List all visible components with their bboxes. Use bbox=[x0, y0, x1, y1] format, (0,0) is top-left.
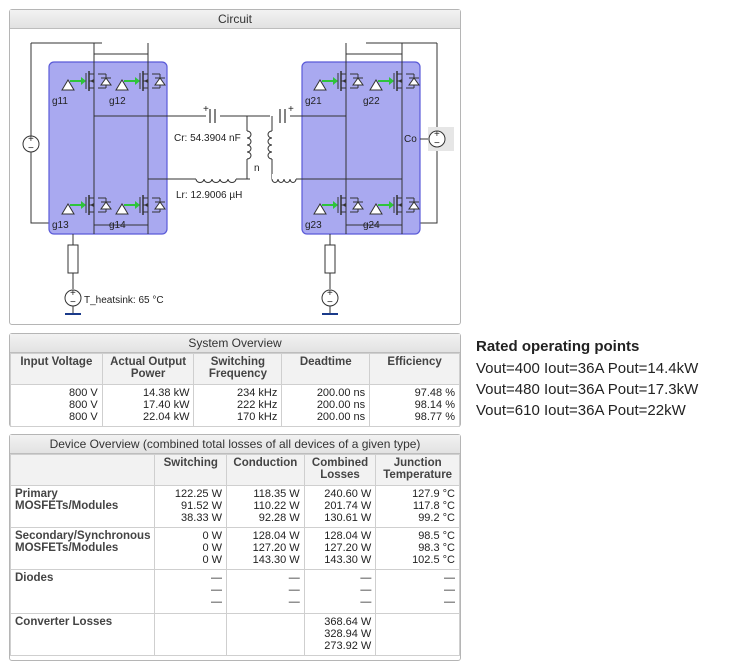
value: 201.74 W bbox=[324, 500, 372, 512]
row-label: Secondary/Synchronous MOSFETs/Modules bbox=[11, 528, 155, 570]
lr-label: Lr: 12.9006 µH bbox=[176, 190, 243, 201]
value: — bbox=[288, 596, 300, 608]
circuit-title: Circuit bbox=[10, 10, 460, 29]
co-label: Co bbox=[404, 134, 417, 145]
col-switching: Switching bbox=[155, 455, 227, 486]
value: — bbox=[360, 596, 372, 608]
col-output-power: Actual Output Power bbox=[102, 354, 194, 385]
value: — bbox=[360, 572, 372, 584]
primary-combined bbox=[304, 486, 376, 528]
secondary-conduction bbox=[227, 528, 305, 570]
switching-frequency-values bbox=[194, 385, 282, 427]
value: 127.9 °C bbox=[412, 488, 455, 500]
primary-junction bbox=[376, 486, 460, 528]
value: 0 W bbox=[202, 530, 222, 542]
g22-label: g22 bbox=[363, 96, 380, 107]
value: 800 V bbox=[68, 411, 98, 423]
g11-label: g11 bbox=[52, 96, 68, 107]
value: — bbox=[288, 584, 300, 596]
value: — bbox=[444, 596, 455, 608]
secondary-junction bbox=[376, 528, 460, 570]
g13-label: g13 bbox=[52, 220, 69, 231]
value: 98.3 °C bbox=[418, 542, 455, 554]
svg-text:−: − bbox=[434, 138, 440, 149]
value: 122.25 W bbox=[174, 488, 222, 500]
converter-switching bbox=[155, 614, 227, 656]
svg-text:−: − bbox=[70, 297, 76, 308]
value: 98.77 % bbox=[414, 411, 455, 423]
device-overview-panel bbox=[9, 434, 461, 661]
g21-label: g21 bbox=[305, 96, 322, 107]
secondary-combined bbox=[304, 528, 376, 570]
diodes-combined bbox=[304, 570, 376, 614]
value: 130.61 W bbox=[324, 512, 372, 524]
input-voltage-source[interactable] bbox=[23, 134, 39, 154]
value: 97.48 % bbox=[414, 387, 455, 399]
value: 17.40 kW bbox=[143, 399, 190, 411]
value: 240.60 W bbox=[324, 488, 372, 500]
primary-heatsink-source[interactable] bbox=[65, 288, 81, 314]
converter-combined bbox=[304, 614, 376, 656]
value: 98.5 °C bbox=[418, 530, 455, 542]
diodes-conduction bbox=[227, 570, 305, 614]
rated-line: Vout=610 Iout=36A Pout=22kW bbox=[476, 402, 686, 419]
value: 38.33 W bbox=[181, 512, 222, 524]
table-row bbox=[11, 486, 460, 528]
secondary-switching bbox=[155, 528, 227, 570]
circuit-panel bbox=[9, 9, 461, 325]
value: 110.22 W bbox=[253, 500, 300, 512]
value: 98.14 % bbox=[414, 399, 455, 411]
cr-label: Cr: 54.3904 nF bbox=[174, 133, 241, 144]
svg-text:+: + bbox=[203, 104, 209, 115]
efficiency-values bbox=[370, 385, 460, 427]
col-efficiency: Efficiency bbox=[370, 354, 460, 385]
col-switching-frequency: Switching Frequency bbox=[194, 354, 282, 385]
value: 200.00 ns bbox=[316, 387, 366, 399]
value: — bbox=[211, 572, 222, 584]
secondary-inductor[interactable] bbox=[272, 174, 296, 184]
value: 328.94 W bbox=[324, 628, 372, 640]
transformer-ratio-label: n bbox=[254, 163, 260, 174]
device-overview-table bbox=[10, 454, 460, 656]
value: 118.35 W bbox=[253, 488, 300, 500]
value: 170 kHz bbox=[236, 411, 278, 423]
g24-label: g24 bbox=[363, 220, 380, 231]
value: 143.30 W bbox=[252, 554, 300, 566]
value: — bbox=[444, 572, 455, 584]
table-row bbox=[11, 614, 460, 656]
svg-text:+: + bbox=[434, 129, 440, 140]
heatsink-label: T_heatsink: 65 °C bbox=[84, 295, 164, 306]
primary-switching bbox=[155, 486, 227, 528]
col-junction-temperature: Junction Temperature bbox=[376, 455, 460, 486]
system-overview-panel bbox=[9, 333, 461, 427]
secondary-thermal-resistor[interactable] bbox=[325, 245, 335, 273]
value: 117.8 °C bbox=[412, 500, 455, 512]
value: — bbox=[211, 584, 222, 596]
col-conduction: Conduction bbox=[227, 455, 305, 486]
diodes-switching bbox=[155, 570, 227, 614]
svg-text:+: + bbox=[288, 104, 294, 115]
svg-text:+: + bbox=[70, 288, 76, 299]
value: 127.20 W bbox=[252, 542, 300, 554]
svg-text:−: − bbox=[28, 143, 34, 154]
value: 92.28 W bbox=[258, 512, 300, 524]
col-device-type bbox=[11, 455, 155, 486]
value: — bbox=[288, 572, 300, 584]
row-label: Primary MOSFETs/Modules bbox=[11, 486, 155, 528]
value: 234 kHz bbox=[236, 387, 278, 399]
col-combined-losses: Combined Losses bbox=[304, 455, 376, 486]
g12-label: g12 bbox=[109, 96, 126, 107]
row-label: Diodes bbox=[11, 570, 155, 614]
input-voltage-values bbox=[11, 385, 103, 427]
system-overview-table bbox=[10, 353, 460, 427]
col-input-voltage: Input Voltage bbox=[11, 354, 103, 385]
device-overview-title: Device Overview (combined total losses of all devices of a given type) bbox=[10, 435, 460, 454]
value: 91.52 W bbox=[181, 500, 222, 512]
primary-thermal-resistor[interactable] bbox=[68, 245, 78, 273]
g14-label: g14 bbox=[109, 220, 126, 231]
output-power-values bbox=[102, 385, 194, 427]
value: — bbox=[211, 596, 222, 608]
value: 273.92 W bbox=[324, 640, 372, 652]
system-overview-title: System Overview bbox=[10, 334, 460, 353]
value: 14.38 kW bbox=[143, 387, 190, 399]
value: — bbox=[360, 584, 372, 596]
value: 800 V bbox=[68, 387, 98, 399]
value: 200.00 ns bbox=[316, 411, 366, 423]
rated-operating-points bbox=[476, 338, 730, 421]
value: 128.04 W bbox=[252, 530, 300, 542]
value: 0 W bbox=[202, 554, 222, 566]
rated-title: Rated operating points bbox=[476, 338, 640, 355]
svg-text:+: + bbox=[28, 134, 34, 145]
value: 127.20 W bbox=[324, 542, 372, 554]
deadtime-values bbox=[282, 385, 370, 427]
table-row bbox=[11, 570, 460, 614]
value: 368.64 W bbox=[324, 616, 372, 628]
value: 99.2 °C bbox=[418, 512, 455, 524]
transformer[interactable] bbox=[247, 131, 272, 159]
svg-text:−: − bbox=[327, 297, 333, 308]
svg-text:+: + bbox=[327, 288, 333, 299]
value: 102.5 °C bbox=[412, 554, 455, 566]
row-label: Converter Losses bbox=[11, 614, 155, 656]
value: 200.00 ns bbox=[316, 399, 366, 411]
value: 128.04 W bbox=[324, 530, 372, 542]
diodes-junction bbox=[376, 570, 460, 614]
table-row bbox=[11, 528, 460, 570]
value: 22.04 kW bbox=[143, 411, 190, 423]
circuit-schematic[interactable] bbox=[10, 29, 460, 323]
rated-line: Vout=480 Iout=36A Pout=17.3kW bbox=[476, 381, 699, 398]
col-deadtime: Deadtime bbox=[282, 354, 370, 385]
resonant-inductor[interactable] bbox=[196, 174, 236, 184]
secondary-heatsink-source[interactable] bbox=[322, 288, 338, 314]
value: 0 W bbox=[202, 542, 222, 554]
rated-line: Vout=400 Iout=36A Pout=14.4kW bbox=[476, 360, 699, 377]
g23-label: g23 bbox=[305, 220, 322, 231]
primary-conduction bbox=[227, 486, 305, 528]
converter-junction bbox=[376, 614, 460, 656]
value: 800 V bbox=[68, 399, 98, 411]
converter-conduction bbox=[227, 614, 305, 656]
value: 222 kHz bbox=[236, 399, 278, 411]
value: — bbox=[444, 584, 455, 596]
value: 143.30 W bbox=[324, 554, 372, 566]
